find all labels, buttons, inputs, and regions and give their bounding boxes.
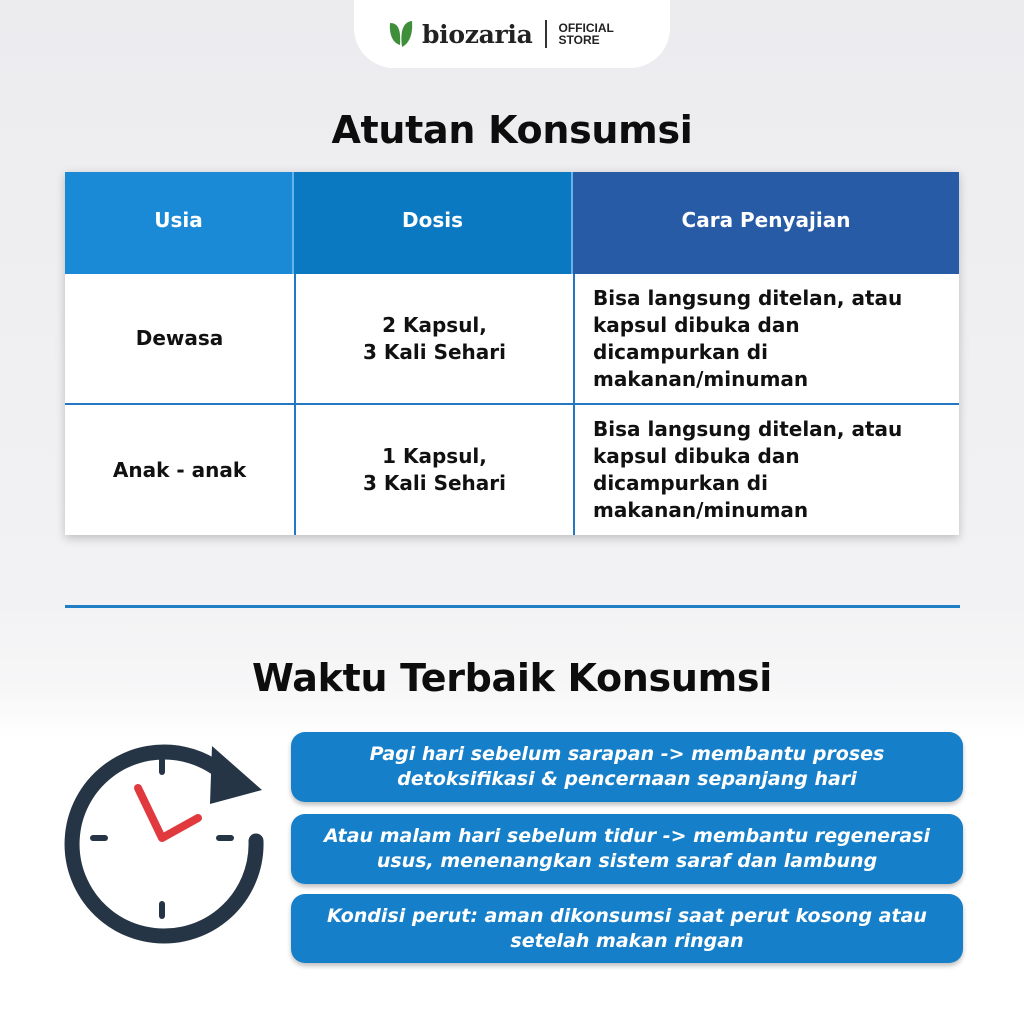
section-title-dosage: Atutan Konsumsi [331, 108, 693, 152]
brand-name: biozaria [422, 19, 533, 49]
row-1-cara: Bisa langsung ditelan, atau kapsul dibuka dan dicampurkan di makanan/minuman [573, 274, 959, 403]
clock-icon [62, 720, 282, 950]
brand-logo [388, 14, 639, 54]
header-dosis: Dosis [294, 172, 573, 274]
brand-badge: OFFICIAL STORE [558, 21, 614, 47]
tip-morning: Pagi hari sebelum sarapan -> membantu proses detoksifikasi & pencernaan sepanjang hari [291, 732, 963, 802]
section-title-timing: Waktu Terbaik Konsumsi [252, 656, 772, 700]
row-2-cara: Bisa langsung ditelan, atau kapsul dibuka dan dicampurkan di makanan/minuman [573, 403, 959, 535]
dosage-table [65, 172, 959, 535]
header-cara-penyajian: Cara Penyajian [573, 172, 959, 274]
row-2-dosis: 1 Kapsul, 3 Kali Sehari [294, 403, 573, 535]
tip-night: Atau malam hari sebelum tidur -> membantu regenerasi usus, menenangkan sistem saraf dan lambung [291, 814, 963, 884]
leaf-icon [388, 19, 414, 49]
row-1-usia: Dewasa [135, 326, 224, 350]
row-2-usia: Anak - anak [65, 403, 294, 535]
header-usia: Usia [65, 172, 294, 274]
row-1-dosis: 2 Kapsul, 3 Kali Sehari [294, 274, 573, 403]
tip-stomach-condition: Kondisi perut: aman dikonsumsi saat perut kosong atau setelah makan ringan [291, 894, 963, 963]
brand-separator [545, 20, 547, 48]
section-divider [65, 605, 960, 608]
